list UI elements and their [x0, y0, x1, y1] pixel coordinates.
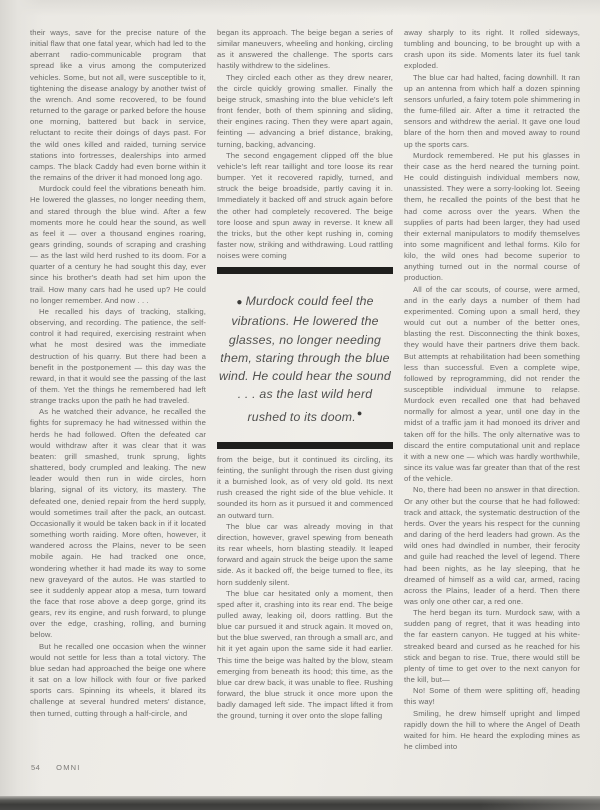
scan-edge-bar: [0, 796, 600, 810]
paragraph: Smiling, he drew himself upright and limped rapidly down the hill to where the Angel of Death waited for him. He heard the exploding mines as he climbed into: [404, 708, 580, 751]
divider-rule-top: [217, 267, 393, 274]
paragraph: No! Some of them were splitting off, heading this way!: [404, 686, 580, 707]
article-body: [30, 27, 580, 759]
paragraph: away sharply to its right. It rolled sideways, tumbling and bouncing, to be brought up with a crash upon its side. Moments later its fuel tank exploded.: [404, 28, 580, 71]
page-number: 54: [31, 763, 41, 772]
paragraph: The blue car was already moving in that direction, however, gravel spewing from beneath its rear wheels, horn blasting steadily. It leaped forward and again struck the beige upon the same side. As it backed off, the beige turned to flee, its horn suddenly silent.: [217, 521, 393, 587]
paragraph: He recalled his days of tracking, stalking, observing, and recording. The patience, the self-control it had required, exercising restraint when what he most desired was the immediate destruction of his quarry. But there had been a benefit in the postponement — this day was the reward, in that it would see the passing of the last of them. Yet the things he remembered had left strange tracks upon the path he had traveled.: [30, 306, 206, 406]
pull-quote-text: Murdock could feel the vibrations. He lowered the glasses, no longer needing them, staring through the blue wind. He could hear the sound . . . as the last wild herd rushed to its doom.: [219, 294, 391, 424]
bullet-icon: ●: [236, 297, 243, 309]
paragraph: The herd began its turn. Murdock saw, with a sudden pang of regret, that it was heading into the far eastern canyon. He tugged at his white-streaked beard and cursed as he reached for his stick and began to rise. True, there would still be plenty of time to get over to the next canyon for the kill, but—: [404, 608, 580, 685]
paragraph: from the beige, but it continued its circling, its feinting, the sunlight through the risen dust giving it a burnished look, as of very old gold. Its next rush creased the right side of the blue vehicle. It sounded its horn as it pursued it and commenced an outward turn.: [217, 454, 393, 520]
paragraph: But he recalled one occasion when the winner would not settle for less than a total victory. The blue sedan had approached the beige one where it sat on a low hillock with four or five parked sports cars. Spinning its wheels, it blared its challenge at several hundred meters' distance, then turned, cutting through a half-circle, and: [30, 641, 206, 718]
paragraph: Murdock could feel the vibrations beneath him. He lowered the glasses, no longer needing them, and stared through the blue wind. After a few moments more he could hear the sound, as well as feel it — over a thousand engines roaring, gears grinding, sounds of scraping and crashing — as the last wild herd rushed to its doom. For a quarter of a century he had sought this day, ever since his brother's death had set him upon the trail. How many cars had he used up? He could no longer remember. And now . . .: [30, 184, 206, 305]
paragraph: As he watched their advance, he recalled the fights for supremacy he had witnessed within the herds he had followed. Often the defeated car would withdraw after it was clear that it was beaten: grill smashed, trunk sprung, lights shattered, body crumpled and leaking. The new leader would then run in wide circles, horn blaring, signal of its victory, its mastery. The defeated one, denied repair from the herd supply, would sometimes trail after the pack, an outcast. Occasionally it would be taken back in if it located something worth raiding. More often, however, it wandered across the Plains, never to be seen mobile again. He had tracked one once, wondering whether it had made its way to some new graveyard of the autos. He was startled to see it suddenly appear atop a mesa, turn toward the face that rose above a deep gorge, grind its gears, rev its engine, and rush forward, to plunge over the edge, crashing, rolling, and burning below.: [30, 407, 206, 640]
divider-rule-bottom: [217, 442, 393, 449]
paragraph: The blue car had halted, facing downhill. It ran up an antenna from which half a dozen spinning sensors unfurled, a fairy totem pole shimmering in the fume-filled air. After a time it retracted the sensors and withdrew the aerial. It gave one loud blare of the horn then and moved away to round up the sports cars.: [404, 72, 580, 149]
paragraph: All of the car scouts, of course, were armed, and in the early days a number of them had experimented. Coming upon a small herd, they would cut out a number of the better ones, blasting the rest. Disconnecting the think boxes, they would have their partners drive them back. But attempts at rehabilitation had been something less than successful. Even a complete wipe, followed by reprogramming, did not render the susceptible individual immune to relapse. Murdock even recalled one that had behaved normally for almost a year, until one day in the midst of a traffic jam it had monoed its driver and taken off for the hills. The only alternative was to discard the entire computational unit and replace it with a new one — which was hardly worthwhile, since its value was far greater than that of the rest of the vehicle.: [404, 284, 580, 484]
column-1: [30, 27, 206, 759]
magazine-name: OMNI: [56, 763, 81, 772]
column-2: [217, 27, 393, 759]
paragraph: Murdock remembered. He put his glasses in their case as the herd neared the turning point. He could distinguish individual members now, unassisted. They were a sorry-looking lot. Seeing them, he recalled the points of the best that he had come across over the years. When the supplies of parts had been larger, they had used their external manipulators to modify themselves into some magnificent and lethal forms. Kilo for kilo, the wild ones had become superior to anything turned out in the normal course of production.: [404, 150, 580, 283]
paragraph: The blue car hesitated only a moment, then sped after it, crashing into its rear end. The beige pulled away, leaking oil, doors rattling. But the blue car pursued it and struck again. It moved on, but the blue swerved, ran through a small arc, and hit it yet again upon the same side it had earlier. This time the beige was halted by the blow, steam emerging from beneath its hood; this time, as the blue car drew back, it was unable to flee. Rushing forward, the blue struck it once more upon the badly damaged left side. The impact lifted it from the ground, turning it over onto the slope falling: [217, 588, 393, 721]
pull-quote: [217, 267, 393, 449]
page-footer: [31, 763, 81, 772]
paragraph: No, there had been no answer in that direction. Or any other but the course that he had followed: track and attack, the systematic destruction of the herds. Over the years his respect for the cunning and daring of the herd leaders had grown. As the wild ones had dwindled in number, their ferocity and guile had reached the level of legend. There had been nights, as he lay sleeping, that he dreamed of himself as a wild car, armed, racing across the Plains, leader of a herd. Then there was only one other car, a red one.: [404, 485, 580, 606]
bullet-icon: ●: [356, 407, 363, 418]
paragraph: They circled each other as they drew nearer, the circle quickly growing smaller. Finally the beige struck, smashing into the blue vehicle's left front fender, both of them spinning and sliding, their engines racing. Then they were apart again, feinting — advancing a brief distance, braking, turning, backing, advancing.: [217, 72, 393, 149]
paragraph: began its approach. The beige began a series of similar maneuvers, wheeling and honking, circling as it answered the challenge. The sports cars hastily withdrew to the sidelines.: [217, 28, 393, 71]
paragraph: their ways, save for the precise nature of the initial flaw that one fatal year, which had led to the aberrant radio-communicable program that spread like a virus among the computerized vehicles. Some, but not all, were susceptible to it, tightening the disease analogy by another twist of the wrench. And some recovered, to be found returned to the garage or parked before the house one morning, battered but back in service, reluctant to recite their doings of days past. For the wild ones killed and raided, turning service stations into fortresses, dealerships into armed camps. The black Caddy had even borne within it the remains of the driver it had monoed long ago.: [30, 28, 206, 183]
column-3: [404, 27, 580, 759]
pull-quote-text-block: [217, 284, 393, 432]
paragraph: The second engagement clipped off the blue vehicle's left rear taillight and tore loose its rear bumper. Yet it recovered rapidly, turned, and struck the beige broadside, partly caving it in. Immediately it backed off and struck again before the other had completely recovered. The beige tore loose and spun away in reverse. It knew all the tricks, but the other kept rushing in, coming faster now, striking and withdrawing. Loud rattling noises were coming: [217, 150, 393, 261]
